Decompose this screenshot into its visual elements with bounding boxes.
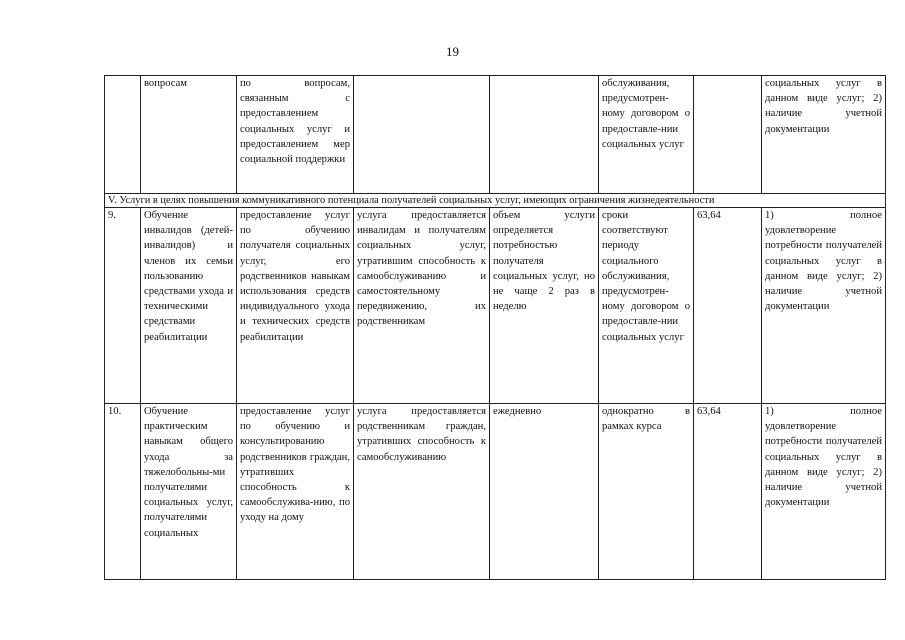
- service-terms: сроки соответствуют периоду социального обслуживания, предусмотрен-ному договором о предоставле-нии социальных услуг: [599, 208, 694, 404]
- service-name: Обучение инвалидов (детей-инвалидов) и членов их семьи пользованию средствами ухода и техническими средствами реабилитации: [141, 208, 237, 404]
- service-tariff: 63,64: [694, 208, 762, 404]
- section-title: V. Услуги в целях повышения коммуникативного потенциала получателей социальных услуг, имеющих ограничения жизнедеятельности: [105, 194, 886, 208]
- cell-tariff: [694, 76, 762, 194]
- table-row-continuation: [105, 76, 886, 194]
- row-number: 9.: [105, 208, 141, 404]
- service-quality: 1) полное удовлетворение потребности получателей социальных услуг в данном виде услуг; 2) наличие учетной документации: [762, 208, 886, 404]
- section-header-row: [105, 194, 886, 208]
- cell-name: вопросам: [141, 76, 237, 194]
- row-number: 10.: [105, 404, 141, 580]
- cell-volume: [490, 76, 599, 194]
- cell-conditions: [354, 76, 490, 194]
- page-number: 19: [446, 44, 459, 59]
- table-row: [105, 404, 886, 580]
- table-row: [105, 208, 886, 404]
- services-table: [104, 75, 886, 580]
- cell-number: [105, 76, 141, 194]
- cell-quality: социальных услуг в данном виде услуг; 2) наличие учетной документации: [762, 76, 886, 194]
- service-tariff: 63,64: [694, 404, 762, 580]
- service-description: предоставление услуг по обучению и консультированию родственников граждан, утративших способность к самообслужива-нию, по уходу на дому: [237, 404, 354, 580]
- service-volume: ежедневно: [490, 404, 599, 580]
- service-name: Обучение практическим навыкам общего ухода за тяжелобольны-ми получателями социальных услуг, получателями социальных: [141, 404, 237, 580]
- service-description: предоставление услуг по обучению получателя социальных услуг, его родственников навыкам использования средств индивидуального ухода и технических средств реабилитации: [237, 208, 354, 404]
- service-terms: однократно в рамках курса: [599, 404, 694, 580]
- cell-terms: обслуживания, предусмотрен-ному договором о предоставле-нии социальных услуг: [599, 76, 694, 194]
- service-quality: 1) полное удовлетворение потребности получателей социальных услуг в данном виде услуг; 2) наличие учетной документации: [762, 404, 886, 580]
- service-conditions: услуга предоставляется инвалидам и получателям социальных услуг, утратившим способность к самообслуживанию и самостоятельному передвижению, их родственникам: [354, 208, 490, 404]
- service-volume: объем услуги определяется потребностью получателя социальных услуг, но не чаще 2 раз в неделю: [490, 208, 599, 404]
- service-conditions: услуга предоставляется родственникам граждан, утративших способность к самообслуживанию: [354, 404, 490, 580]
- cell-description: по вопросам, связанным с предоставлением социальных услуг и предоставлением мер социальной поддержки: [237, 76, 354, 194]
